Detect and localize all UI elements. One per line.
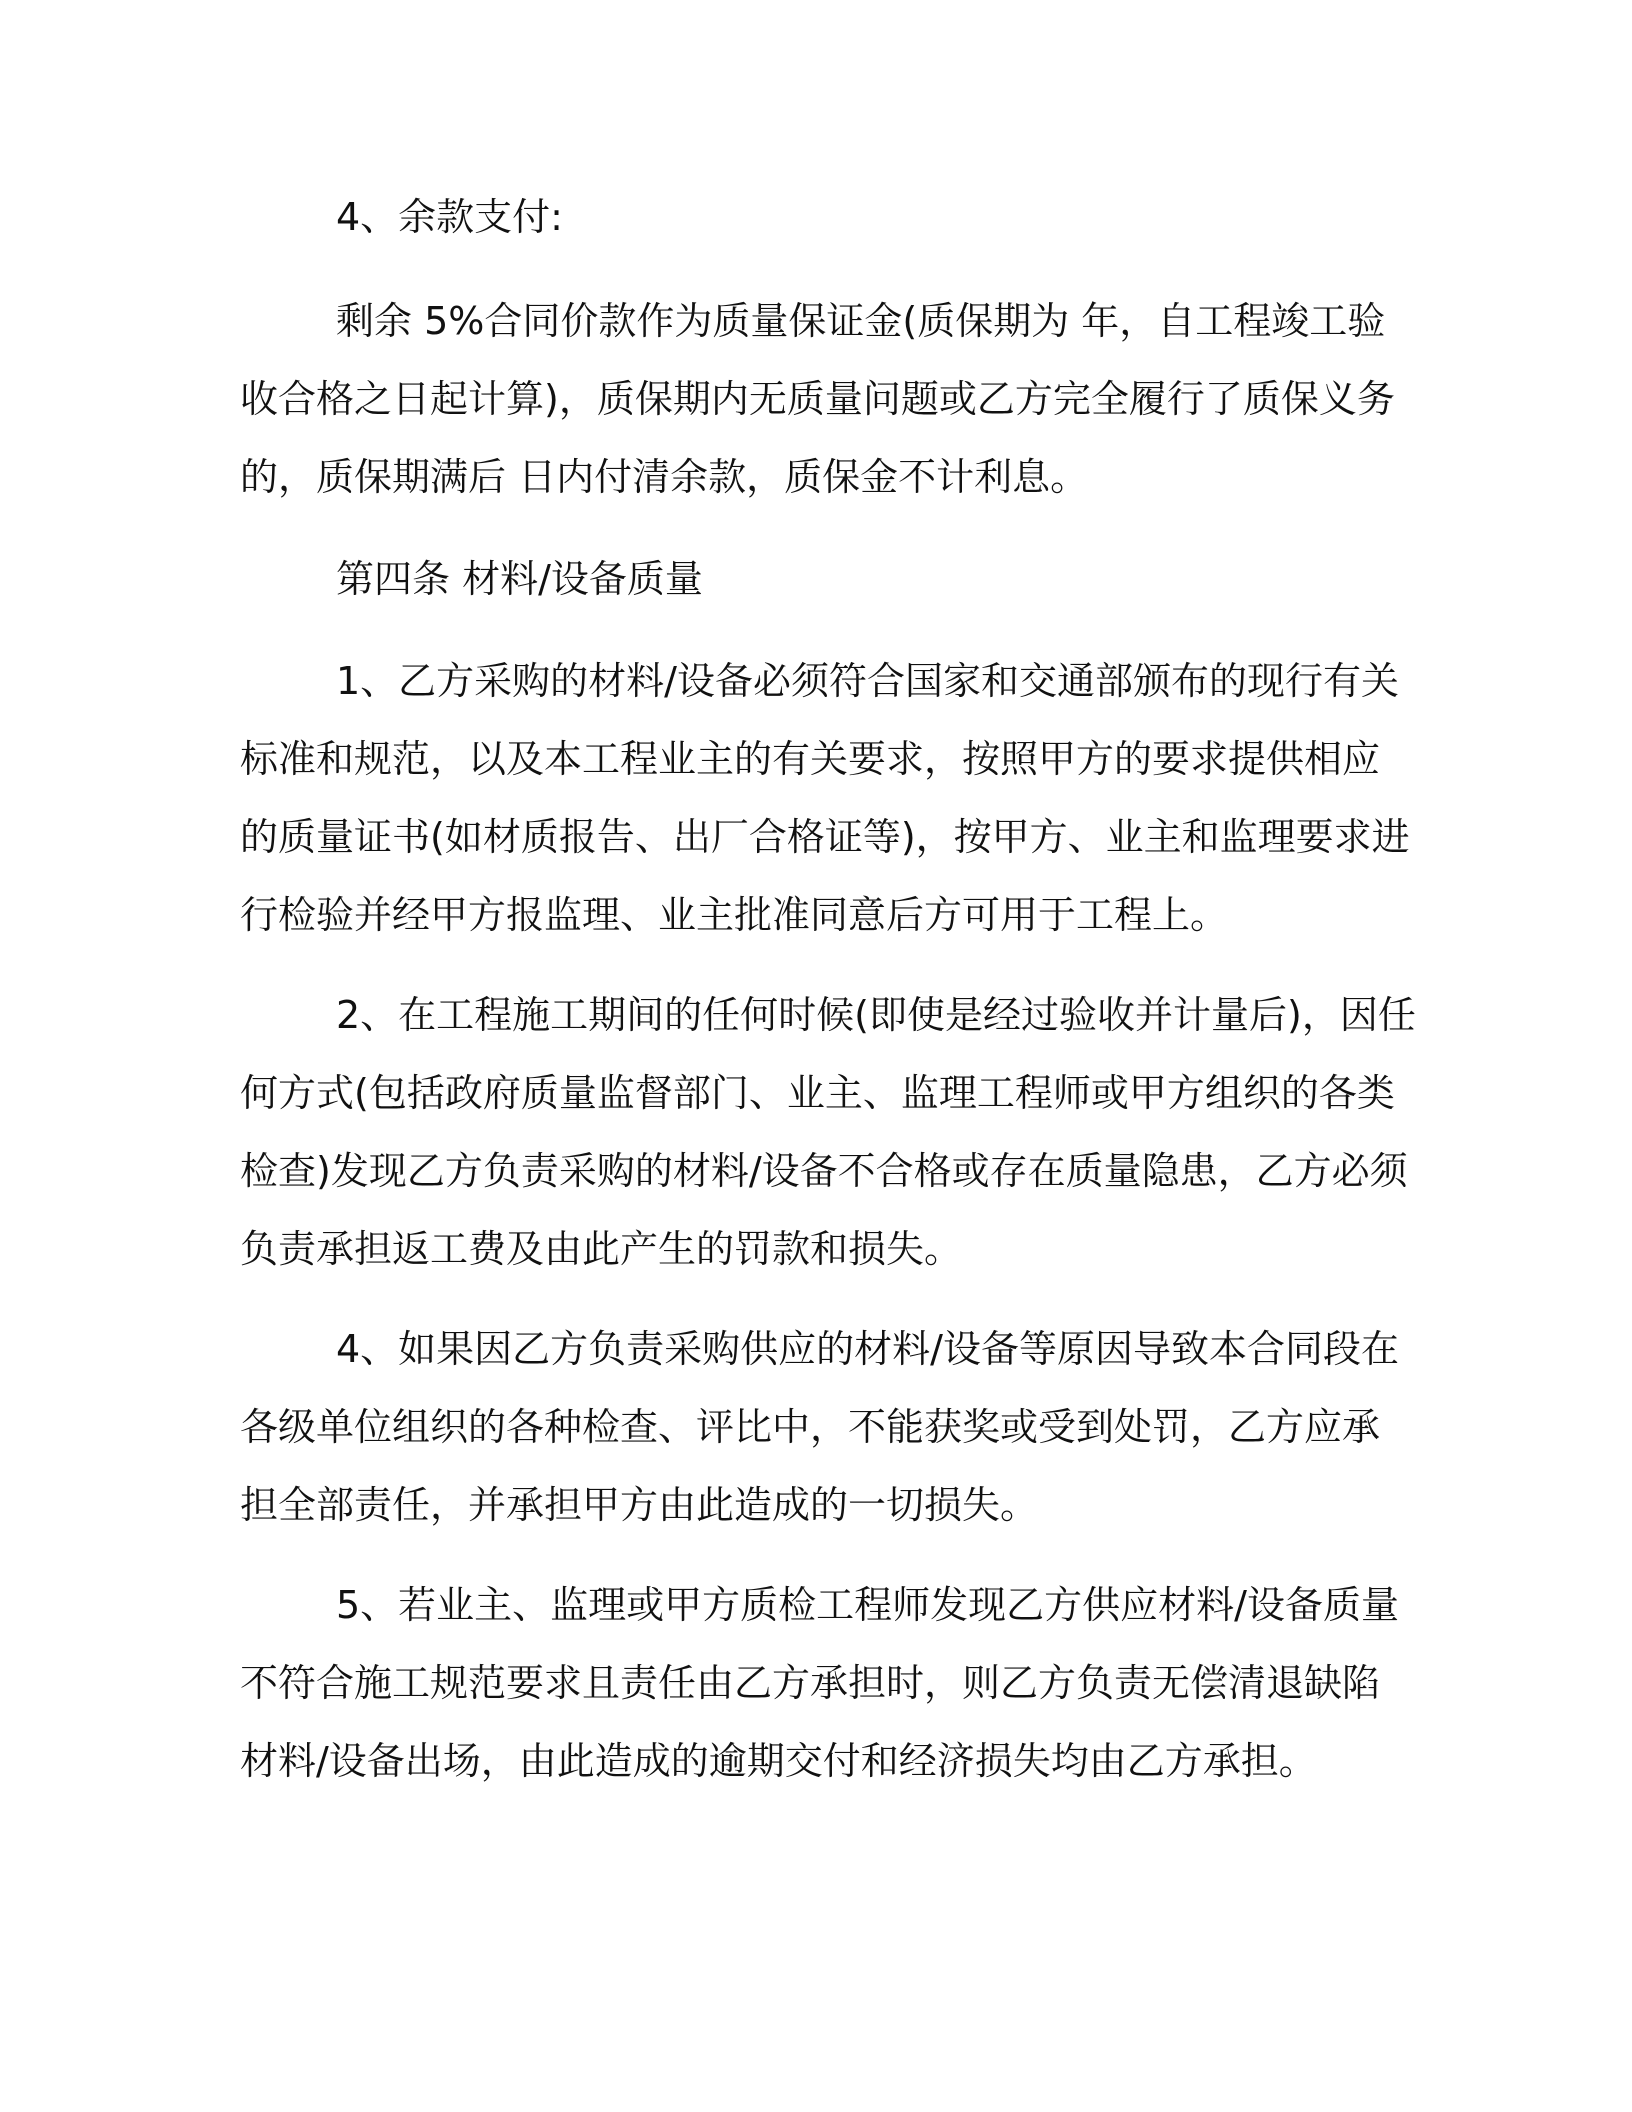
clause-5-line-2: 不符合施工规范要求且责任由乙方承担时，则乙方负责无偿清退缺陷 bbox=[240, 1661, 1381, 1705]
item4-body-line-3: 的，质保期满后 日内付清余款，质保金不计利息。 bbox=[240, 455, 1089, 499]
item4-body-line-2: 收合格之日起计算)，质保期内无质量问题或乙方完全履行了质保义务 bbox=[240, 377, 1395, 421]
clause-4 bbox=[240, 1310, 1399, 1544]
clause-4-line-3: 担全部责任，并承担甲方由此造成的一切损失。 bbox=[240, 1483, 1039, 1527]
clause-4-line-1: 4、如果因乙方负责采购供应的材料/设备等原因导致本合同段在 bbox=[336, 1327, 1399, 1371]
clause-2-line-1: 2、在工程施工期间的任何时候(即使是经过验收并计量后)，因任 bbox=[336, 993, 1416, 1037]
clause-1-line-1: 1、乙方采购的材料/设备必须符合国家和交通部颁布的现行有关 bbox=[336, 659, 1399, 703]
clause-1 bbox=[240, 642, 1410, 954]
clause-2-line-3: 检查)发现乙方负责采购的材料/设备不合格或存在质量隐患，乙方必须 bbox=[240, 1149, 1408, 1193]
item4-body bbox=[240, 282, 1395, 516]
clause-2-line-2: 何方式(包括政府质量监督部门、业主、监理工程师或甲方组织的各类 bbox=[240, 1071, 1395, 1115]
clause-2-line-4: 负责承担返工费及由此产生的罚款和损失。 bbox=[240, 1227, 963, 1271]
clause-1-line-2: 标准和规范，以及本工程业主的有关要求，按照甲方的要求提供相应 bbox=[240, 737, 1381, 781]
item4-heading: 4、余款支付: bbox=[336, 195, 563, 239]
item4-body-line-1: 剩余 5%合同价款作为质量保证金(质保期为 年，自工程竣工验 bbox=[336, 299, 1386, 343]
clause-5-line-3: 材料/设备出场，由此造成的逾期交付和经济损失均由乙方承担。 bbox=[240, 1739, 1317, 1783]
clause-4-line-2: 各级单位组织的各种检查、评比中，不能获奖或受到处罚，乙方应承 bbox=[240, 1405, 1381, 1449]
clause-5-line-1: 5、若业主、监理或甲方质检工程师发现乙方供应材料/设备质量 bbox=[336, 1583, 1399, 1627]
clause-5 bbox=[240, 1566, 1399, 1800]
clause-1-line-4: 行检验并经甲方报监理、业主批准同意后方可用于工程上。 bbox=[240, 893, 1229, 937]
clause-1-line-3: 的质量证书(如材质报告、出厂合格证等)，按甲方、业主和监理要求进 bbox=[240, 815, 1410, 859]
article4-title: 第四条 材料/设备质量 bbox=[336, 557, 703, 601]
clause-2 bbox=[240, 976, 1416, 1288]
